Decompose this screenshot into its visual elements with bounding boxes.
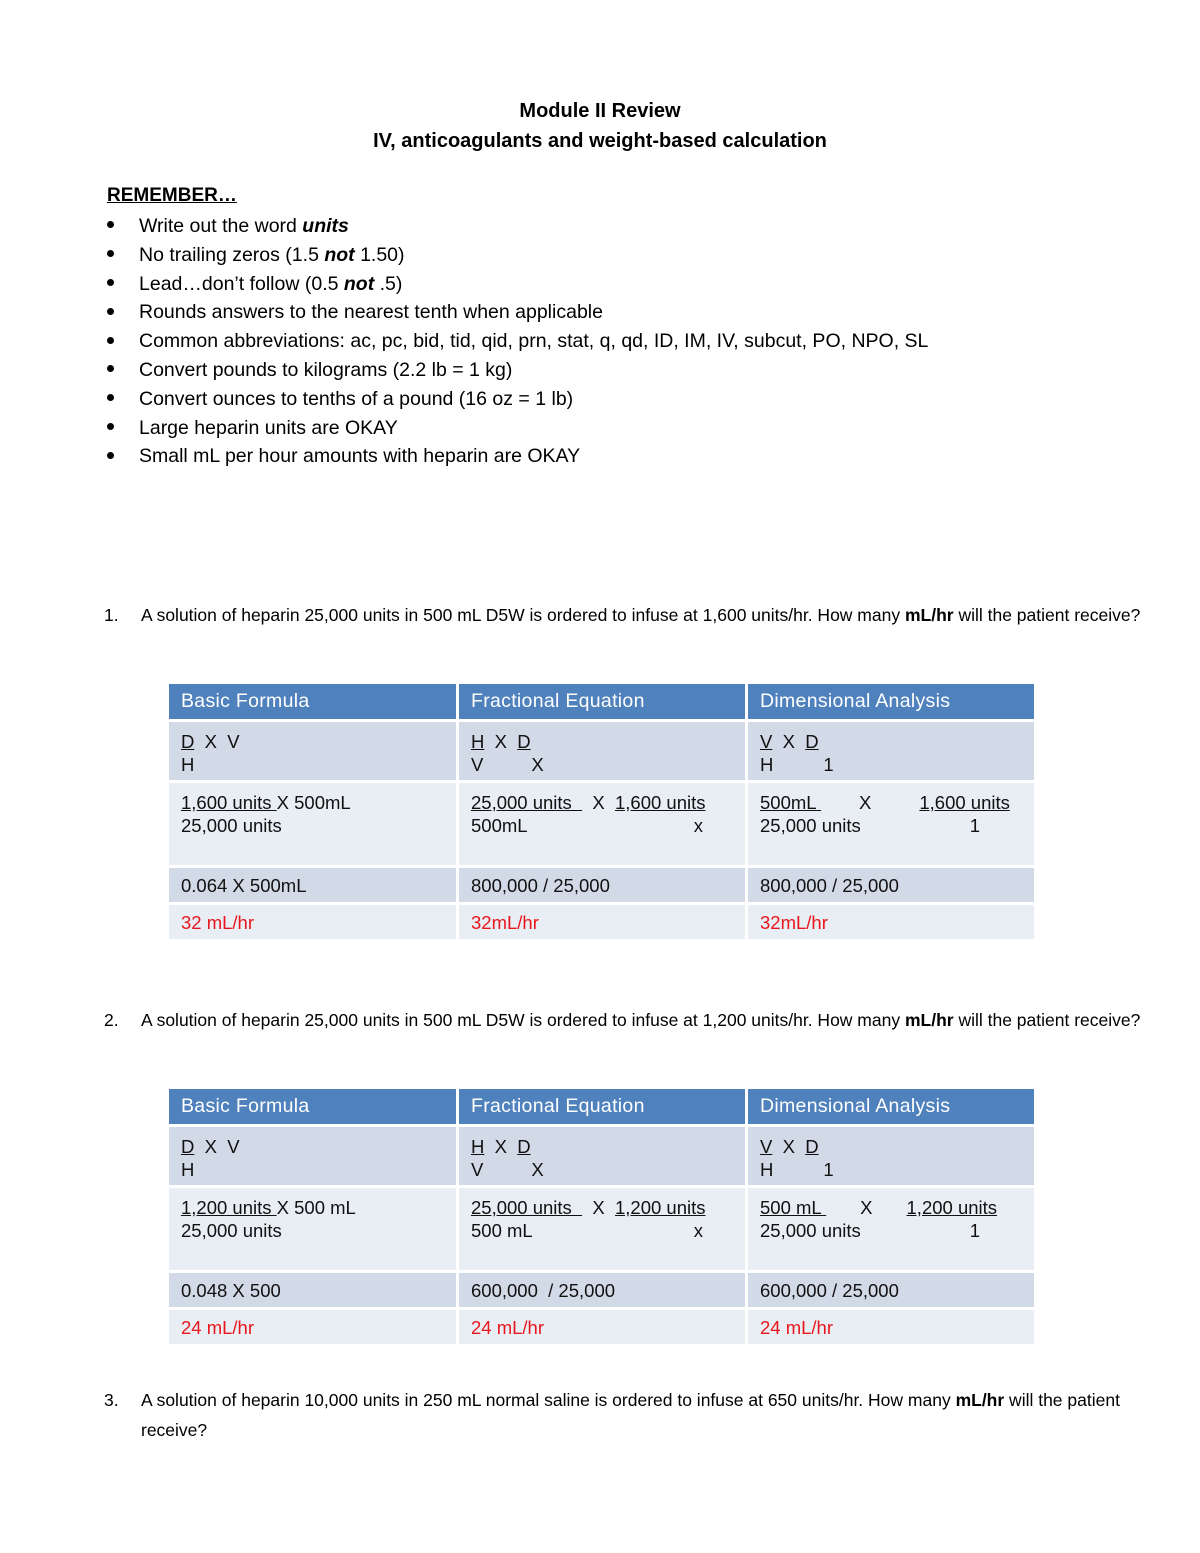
list-item: Convert pounds to kilograms (2.2 lb = 1 kg) — [107, 356, 928, 385]
question-number: 2. — [104, 1010, 119, 1030]
column-header: Fractional Equation — [459, 684, 745, 719]
calculation-table-2 — [166, 1086, 1037, 1347]
answer-cell: 32 mL/hr — [169, 905, 456, 939]
setup-cell: 25,000 units X 1,600 units 500mL x — [459, 783, 745, 865]
column-header: Fractional Equation — [459, 1089, 745, 1124]
question-text: A solution of heparin 25,000 units in 500 mL D5W is ordered to infuse at 1,600 units/hr. How many mL/hr will the patient receive? — [141, 605, 1141, 625]
column-header: Dimensional Analysis — [748, 1089, 1034, 1124]
question-number: 1. — [104, 605, 119, 625]
work-cell: 600,000 / 25,000 — [748, 1273, 1034, 1307]
setup-cell: 25,000 units X 1,200 units 500 mL x — [459, 1188, 745, 1270]
table-row — [169, 868, 1034, 902]
question-text: A solution of heparin 10,000 units in 250 mL normal saline is ordered to infuse at 650 units/hr. How many mL/hr will the patient receive? — [141, 1390, 1120, 1440]
table-row — [169, 1127, 1034, 1185]
column-header: Dimensional Analysis — [748, 684, 1034, 719]
answer-cell: 32mL/hr — [459, 905, 745, 939]
list-item: Lead…don’t follow (0.5 not .5) — [107, 270, 928, 299]
formula-cell: D X V H — [169, 722, 456, 780]
remember-list — [107, 212, 928, 471]
bullet-icon — [107, 423, 114, 430]
formula-cell: V X D H 1 — [748, 722, 1034, 780]
question-text: A solution of heparin 25,000 units in 500 mL D5W is ordered to infuse at 1,200 units/hr. How many mL/hr will the patient receive? — [141, 1010, 1141, 1030]
table-row — [169, 1273, 1034, 1307]
table-row — [169, 1188, 1034, 1270]
answer-cell: 24 mL/hr — [459, 1310, 745, 1344]
bullet-icon — [107, 250, 114, 257]
bullet-icon — [107, 394, 114, 401]
column-header: Basic Formula — [169, 684, 456, 719]
formula-cell: H X D V X — [459, 722, 745, 780]
answer-cell: 24 mL/hr — [169, 1310, 456, 1344]
table-row — [169, 722, 1034, 780]
page-title: Module II Review — [519, 100, 681, 122]
bullet-icon — [107, 365, 114, 372]
bullet-icon — [107, 337, 114, 344]
list-item: Small mL per hour amounts with heparin are OKAY — [107, 442, 928, 471]
bullet-icon — [107, 452, 114, 459]
bullet-icon — [107, 308, 114, 315]
work-cell: 800,000 / 25,000 — [748, 868, 1034, 902]
formula-cell: H X D V X — [459, 1127, 745, 1185]
formula-cell: V X D H 1 — [748, 1127, 1034, 1185]
list-item: Write out the word units — [107, 212, 928, 241]
work-cell: 600,000 / 25,000 — [459, 1273, 745, 1307]
table-row — [169, 905, 1034, 939]
remember-heading: REMEMBER… — [107, 185, 237, 206]
answer-cell: 24 mL/hr — [748, 1310, 1034, 1344]
list-item: Large heparin units are OKAY — [107, 414, 928, 443]
work-cell: 0.064 X 500mL — [169, 868, 456, 902]
table-row — [169, 1310, 1034, 1344]
formula-cell: D X V H — [169, 1127, 456, 1185]
setup-cell: 500mL X 1,600 units 25,000 units 1 — [748, 783, 1034, 865]
work-cell: 800,000 / 25,000 — [459, 868, 745, 902]
setup-cell: 1,200 units X 500 mL 25,000 units — [169, 1188, 456, 1270]
list-item: Common abbreviations: ac, pc, bid, tid, qid, prn, stat, q, qd, ID, IM, IV, subcut, PO, NPO, SL — [107, 327, 928, 356]
setup-cell: 500 mL X 1,200 units 25,000 units 1 — [748, 1188, 1034, 1270]
setup-cell: 1,600 units X 500mL 25,000 units — [169, 783, 456, 865]
table-row — [169, 783, 1034, 865]
page-subtitle: IV, anticoagulants and weight-based calculation — [373, 130, 827, 152]
bullet-icon — [107, 221, 114, 228]
answer-cell: 32mL/hr — [748, 905, 1034, 939]
list-item: Convert ounces to tenths of a pound (16 oz = 1 lb) — [107, 385, 928, 414]
question-number: 3. — [104, 1390, 119, 1410]
column-header: Basic Formula — [169, 1089, 456, 1124]
list-item: No trailing zeros (1.5 not 1.50) — [107, 241, 928, 270]
work-cell: 0.048 X 500 — [169, 1273, 456, 1307]
bullet-icon — [107, 279, 114, 286]
calculation-table-1 — [166, 681, 1037, 942]
list-item: Rounds answers to the nearest tenth when applicable — [107, 298, 928, 327]
